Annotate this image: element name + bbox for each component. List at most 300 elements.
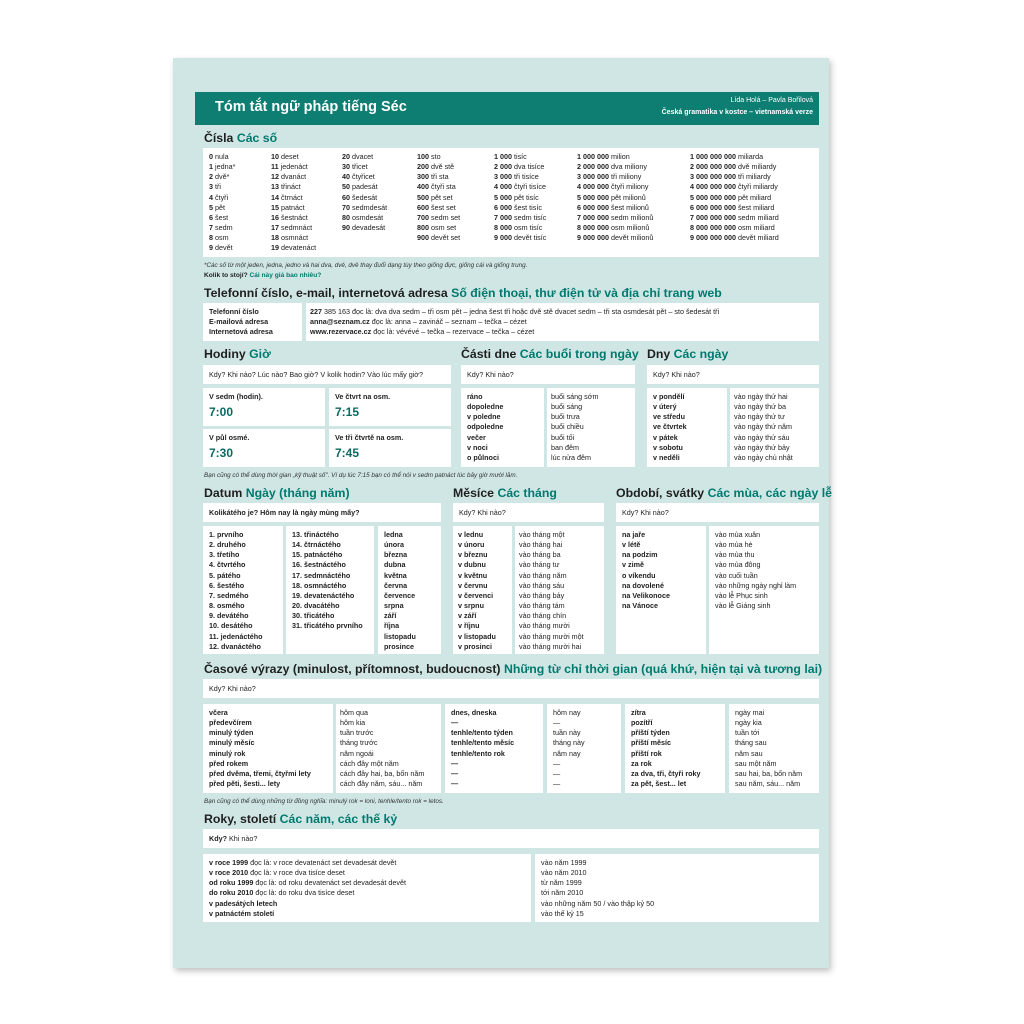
seasons-question: Kdy? Khi nào? [622,508,669,517]
numbers-col-6-item: 1 000 000 milion [577,152,630,161]
seasons-vn-item: vào lễ Phục sinh [715,590,768,600]
date-col2-box [286,526,374,654]
numbers-col-1-item: 3 tři [209,182,221,192]
months-question: Kdy? Khi nào? [459,508,506,517]
date-col-1-item: 11. jedenáctého [209,631,263,641]
dayparts-vn-item: buổi chiều [551,422,584,432]
contact-heading: Telefonní číslo, e-mail, internetová adresa Số điện thoại, thư điện tử và địa chỉ trang web [204,286,722,300]
date-col-3-item: srpna [384,601,404,611]
months-vn-item: vào tháng tám [519,601,565,611]
expressions-note: Bạn cũng có thể dùng những từ đồng nghĩa: minulý rok = loni, tenhle/tento rok = letos. [204,798,444,805]
numbers-note: *Các số từ một jeden, jedna, jedno và hai dva, dvě, dvě thay đuổi dạng tùy theo giống đực, giống cái và giống trung. [204,262,528,269]
numbers-col-3-item: 40 čtyřicet [342,172,375,182]
future-cz-box [625,704,725,793]
numbers-col-5-item: 9 000 devět tisíc [494,233,547,243]
header-authors: Lída Holá – Pavla Bořilová [730,97,813,104]
present-cz-item: — [451,758,459,768]
seasons-vn-item: vào mùa hè [715,540,753,550]
contact-values-item: 227 385 163 đọc là: dva dva sedm – tři osm pět – jedna šest tři hoặc dvě stě dvacet sedm – tři sta osmdesát pět – sto šedesát tři [310,307,720,316]
date-col-2-item: 18. osmnáctého [292,580,347,590]
present-vn-item: năm nay [553,748,581,758]
dayparts-vn-item: buổi tối [551,432,575,442]
months-vn-item: vào tháng mười [519,621,570,631]
months-vn-item: vào tháng hai [519,540,563,550]
contact-values-item: anna@seznam.cz đọc là: anna – zavináč – seznam – tečka – cézet [310,317,527,327]
future-vn-item: năm sau [735,748,763,758]
years-cz [209,858,406,919]
time-box-3 [203,429,325,467]
days-cz-item: v pátek [653,432,678,442]
numbers-col-4-item: 600 šest set [417,202,456,212]
months-cz-item: v červenci [458,590,494,600]
date-col-1-item: 4. čtvrtého [209,560,246,570]
months-vn-box [515,526,604,654]
time-question-box [203,365,451,384]
expressions-heading: Časové výrazy (minulost, přítomnost, budoucnost) Những từ chỉ thời gian (quá khứ, hiện tại và tương lai) [204,662,823,676]
numbers-col-5-item: 1 000 tisíc [494,152,527,161]
dayparts-vn-item: buổi trưa [551,412,580,422]
numbers-col-3 [342,152,387,233]
months-cz-item: v květnu [458,570,488,580]
numbers-col-4-item: 800 osm set [417,223,457,233]
numbers-col-3-item: 60 šedesát [342,192,378,202]
numbers-col-4-item: 200 dvě stě [417,162,455,172]
time-note: Bạn cũng có thể dùng thời gian „kỹ thuật số". Ví dụ lúc 7:15 bạn có thể nói v sedm patnáct lúc bảy giờ mười lăm. [204,472,518,479]
numbers-col-7-item: 7 000 000 000 sedm miliard [690,212,779,222]
years-vn-box [535,854,819,922]
numbers-col-1-item: 0 nula [209,152,229,161]
numbers-heading: Čísla Các số [204,131,278,145]
years-vn-item: vào năm 1999 [541,858,587,867]
numbers-col-4-item: 400 čtyři sta [417,182,456,192]
future-vn-item: ngày kia [735,718,762,728]
time-question: Kdy? Khi nào? Lúc nào? Bao giờ? V kolik hodin? Vào lúc mấy giờ? [209,370,424,379]
past-vn [340,708,424,789]
present-cz-item: — [451,768,459,778]
numbers-col-2-item: 11 jedenáct [271,162,308,172]
contact-labels [209,307,273,337]
dayparts-question-box [461,365,635,384]
years-cz-item: v roce 1999 đọc là: v roce devatenáct set devadesát devět [209,858,397,867]
seasons-cz-item: na podzim [622,550,658,560]
date-col-3-item: února [384,540,404,550]
date-col-2-item: 14. čtrnáctého [292,540,341,550]
dayparts-cz-item: odpoledne [467,422,504,432]
date-col-3-item: září [384,611,397,621]
present-cz-item: tenhle/tento týden [451,728,513,738]
months-vn-item: vào tháng năm [519,570,567,580]
seasons-cz-item: na Vánoce [622,601,658,611]
seasons-question-box [616,503,819,522]
date-col-2-item: 19. devatenáctého [292,590,355,600]
numbers-col-6-item: 3 000 000 tři miliony [577,172,642,182]
seasons-vn-item: vào lễ Giáng sinh [715,601,771,611]
months-question-box [453,503,604,522]
numbers-col-3-item: 90 devadesát [342,223,386,233]
future-vn-item: tuần tới [735,728,760,738]
past-cz-item: před pěti, šesti... lety [209,779,281,789]
months-cz-item: v březnu [458,550,488,560]
date-col-3-item: prosince [384,641,414,651]
past-vn-item: cách đây hai, ba, bốn năm [340,768,425,778]
date-col-1-item: 12. dvanáctého [209,641,261,651]
past-cz-item: předevčírem [209,718,252,728]
numbers-col-7-item: 9 000 000 000 devět miliard [690,233,779,243]
months-cz-item: v lednu [458,530,484,539]
numbers-col-2-item: 13 třináct [271,182,301,192]
years-vn-item: tới năm 2010 [541,888,584,898]
present-cz-box [445,704,543,793]
expressions-question: Kdy? Khi nào? [209,684,256,693]
date-col-1 [209,530,263,652]
date-col-3-item: dubna [384,560,406,570]
present-vn-item: tuần này [553,728,581,738]
time-box-4-value: 7:45 [335,446,360,460]
date-col-1-item: 1. prvního [209,530,244,539]
numbers-col-5-item: 8 000 osm tisíc [494,223,543,233]
dayparts-vn-item: ban đêm [551,442,579,452]
numbers-col-7-item: 8 000 000 000 osm miliard [690,223,775,233]
date-col-1-item: 10. desátého [209,621,253,631]
days-cz-item: ve středu [653,412,685,422]
past-vn-item: năm ngoái [340,748,374,758]
future-cz [631,708,701,789]
months-vn-item: vào tháng tư [519,560,560,570]
years-question: Kdy? Khi nào? [209,834,258,843]
seasons-cz-item: v létě [622,540,641,550]
days-vn-item: vào ngày chủ nhật [734,452,793,462]
date-col-2-item: 15. patnáctého [292,550,343,560]
months-vn-item: vào tháng chín [519,611,567,621]
dayparts-cz [467,392,503,463]
past-cz-item: včera [209,708,228,717]
numbers-col-6-item: 9 000 000 devět milionů [577,233,654,243]
numbers-col-5-item: 3 000 tři tisíce [494,172,539,182]
seasons-cz-item: na Velikonoce [622,590,670,600]
days-cz-item: v pondělí [653,392,685,401]
numbers-col-1-item: 4 čtyři [209,192,229,202]
header-subtitle: Česká gramatika v kostce – vietnamská verze [661,109,813,116]
dayparts-question: Kdy? Khi nào? [467,370,514,379]
present-cz-item: tenhle/tento rok [451,748,505,758]
time-box-3-value: 7:30 [209,446,234,460]
seasons-cz-item: na jaře [622,530,646,539]
past-cz-item: před rokem [209,758,249,768]
years-cz-item: od roku 1999 đọc là: od roku devatenáct set devadesát devět [209,878,406,888]
numbers-col-4-item: 500 pět set [417,192,453,202]
present-vn-item: — [553,779,561,789]
numbers-col-1-item: 8 osm [209,233,229,243]
numbers-col-3-item: 50 padesát [342,182,378,192]
date-col-3-item: října [384,621,400,631]
date-col-1-item: 8. osmého [209,601,245,611]
months-cz-item: v listopadu [458,631,496,641]
numbers-col-2-item: 16 šestnáct [271,212,308,222]
months-cz-item: v dubnu [458,560,486,570]
numbers-col-7-item: 6 000 000 000 šest miliard [690,202,775,212]
date-col-2-item: 16. šestnáctého [292,560,346,570]
present-vn-box [547,704,621,793]
dayparts-cz-box [461,388,544,467]
date-col-3-item: června [384,580,408,590]
date-col-2-item: 13. třináctého [292,530,339,539]
months-vn-item: vào tháng mười hai [519,641,582,651]
dayparts-cz-item: ráno [467,392,483,401]
time-box-4 [329,429,451,467]
time-box-2 [329,388,451,426]
past-vn-box [336,704,441,793]
time-box-1 [203,388,325,426]
time-heading: Hodiny Giờ [204,347,271,361]
days-vn-item: vào ngày thứ tư [734,412,785,422]
numbers-col-5-item: 4 000 čtyři tisíce [494,182,546,192]
numbers-col-7-item: 1 000 000 000 miliarda [690,152,764,161]
numbers-col-5 [494,152,546,243]
future-vn-item: tháng sau [735,738,767,748]
date-col-3-item: července [384,590,416,600]
present-vn [553,708,585,789]
months-cz-item: v prosinci [458,641,492,651]
contact-values-box [306,303,819,341]
seasons-cz-item: na dovolené [622,580,664,590]
dayparts-vn-item: lúc nửa đêm [551,452,591,462]
numbers-box [203,148,819,257]
price-question: Kolik to stojí? Cái này giá bao nhiêu? [204,272,322,279]
days-vn-item: vào ngày thứ bảy [734,442,790,452]
contact-values [310,307,719,337]
date-col-3-item: března [384,550,408,560]
header-title: Tóm tắt ngữ pháp tiếng Séc [215,99,407,115]
future-vn-item: sau năm, sáu... năm [735,779,801,789]
numbers-col-3-item: 20 dvacet [342,152,374,161]
numbers-col-1-item: 6 šest [209,212,229,222]
future-cz-item: za dva, tři, čtyři roky [631,768,701,778]
seasons-cz [622,530,670,611]
seasons-vn [715,530,796,611]
future-vn [735,708,802,789]
date-col-3-item: listopadu [384,631,416,641]
past-cz-item: před dvěma, třemi, čtyřmi lety [209,768,311,778]
expressions-question-box [203,679,819,698]
date-col1-box [203,526,283,654]
date-col-1-item: 9. devátého [209,611,249,621]
date-col-3 [384,530,416,652]
past-vn-item: hôm qua [340,708,368,717]
days-cz [653,392,687,463]
numbers-col-7-item: 5 000 000 000 pět miliard [690,192,772,202]
seasons-vn-item: vào cuối tuần [715,570,758,580]
years-cz-box [203,854,531,922]
months-vn-item: vào tháng mười một [519,631,584,641]
numbers-col-2-item: 17 sedmnáct [271,223,313,233]
date-question: Kolikátého je? Hôm nay là ngày mùng mấy? [209,508,360,517]
numbers-col-6-item: 4 000 000 čtyři miliony [577,182,649,192]
numbers-col-5-item: 7 000 sedm tisíc [494,212,547,222]
days-cz-item: v sobotu [653,442,683,452]
years-vn-item: vào thế kỷ 15 [541,908,584,918]
future-cz-item: zítra [631,708,646,717]
numbers-col-6-item: 6 000 000 šest milionů [577,202,649,212]
date-col3-box [378,526,441,654]
days-cz-item: v úterý [653,402,677,412]
numbers-col-7-item: 4 000 000 000 čtyři miliardy [690,182,778,192]
time-box-2-label: Ve čtvrt na osm. [335,392,391,401]
present-vn-item: — [553,758,561,768]
days-heading: Dny Các ngày [647,347,729,361]
numbers-col-6-item: 8 000 000 osm milionů [577,223,650,233]
months-cz-item: v červnu [458,580,488,590]
seasons-cz-item: o víkendu [622,570,656,580]
past-cz-box [203,704,333,793]
time-box-4-label: Ve tři čtvrtě na osm. [335,433,404,442]
dayparts-vn [551,392,598,463]
days-vn [734,392,793,463]
present-vn-item: hôm nay [553,708,581,717]
numbers-col-6-item: 7 000 000 sedm milionů [577,212,654,222]
months-cz-item: v srpnu [458,601,484,611]
contact-labels-box [203,303,302,341]
time-box-3-label: V půl osmé. [209,433,250,442]
numbers-col-3-item: 30 třicet [342,162,368,172]
future-cz-item: příští týden [631,728,670,738]
numbers-col-2-item: 10 deset [271,152,299,161]
numbers-col-6-item: 2 000 000 dva miliony [577,162,647,172]
numbers-col-1-item: 7 sedm [209,223,233,233]
years-cz-item: v patnáctém století [209,908,275,918]
time-box-2-value: 7:15 [335,405,360,419]
days-question: Kdy? Khi nào? [653,370,700,379]
date-col-2-item: 17. sedmnáctého [292,570,351,580]
present-cz-item: dnes, dneska [451,708,497,717]
date-col-3-item: ledna [384,530,403,539]
years-vn [541,858,654,919]
dayparts-vn-box [547,388,635,467]
numbers-col-3-item: 80 osmdesát [342,212,384,222]
numbers-col-7 [690,152,779,243]
past-vn-item: cách đây một năm [340,758,399,768]
date-col-1-item: 5. pátého [209,570,241,580]
date-col-2-item: 31. třicátého prvního [292,621,363,631]
past-vn-item: cách đây năm, sáu... năm [340,779,423,789]
contact-labels-item: E-mailová adresa [209,317,269,327]
numbers-col-2 [271,152,316,254]
present-cz [451,708,514,789]
dayparts-cz-item: v noci [467,442,488,452]
days-vn-item: vào ngày thứ hai [734,392,788,401]
years-vn-item: vào những năm 50 / vào thập kỷ 50 [541,898,655,908]
seasons-heading: Období, svátky Các mùa, các ngày lễ [616,486,832,500]
numbers-col-4-item: 100 sto [417,152,441,161]
date-question-box [203,503,441,522]
days-vn-item: vào ngày thứ ba [734,402,786,412]
seasons-vn-box [709,526,819,654]
years-vn-item: từ năm 1999 [541,878,582,888]
past-cz-item: minulý měsíc [209,738,255,748]
days-vn-item: vào ngày thứ năm [734,422,792,432]
numbers-col-1-item: 2 dvě* [209,172,230,182]
months-heading: Měsíce Các tháng [453,486,557,500]
numbers-col-4 [417,152,460,243]
past-cz [209,708,311,789]
future-vn-item: sau một năm [735,758,777,768]
years-heading: Roky, století Các năm, các thế kỷ [204,812,398,826]
dayparts-cz-item: dopoledne [467,402,504,412]
numbers-col-6 [577,152,653,243]
dayparts-cz-item: v poledne [467,412,501,422]
past-vn-item: tuần trước [340,728,374,738]
days-question-box [647,365,819,384]
months-vn-item: vào tháng ba [519,550,561,560]
date-col-1-item: 3. třetího [209,550,240,560]
months-cz-item: v září [458,611,477,621]
numbers-col-1-item: 1 jedna* [209,162,236,172]
numbers-col-7-item: 3 000 000 000 tři miliardy [690,172,771,182]
months-cz-item: v říjnu [458,621,480,631]
days-cz-item: ve čtvrtek [653,422,687,432]
months-cz-item: v únoru [458,540,485,550]
past-cz-item: minulý týden [209,728,254,738]
numbers-col-4-item: 300 tři sta [417,172,449,182]
date-col-2-item: 30. třicátého [292,611,335,621]
numbers-col-5-item: 2 000 dva tisíce [494,162,545,172]
future-vn-box [729,704,819,793]
dayparts-vn-item: buổi sáng sớm [551,392,599,401]
dayparts-cz-item: o půlnoci [467,452,499,462]
months-cz-box [453,526,512,654]
present-cz-item: — [451,779,459,789]
months-cz [458,530,496,652]
future-vn-item: sau hai, ba, bốn năm [735,768,803,778]
seasons-vn-item: vào mùa đông [715,560,761,570]
dayparts-cz-item: večer [467,432,486,442]
future-cz-item: pozítří [631,718,653,728]
contact-labels-item: Telefonní číslo [209,307,259,316]
date-col-3-item: května [384,570,407,580]
years-cz-item: v padesátých letech [209,898,278,908]
numbers-col-2-item: 12 dvanáct [271,172,307,182]
date-col-2-item: 20. dvacátého [292,601,340,611]
days-vn-box [730,388,819,467]
present-cz-item: — [451,718,459,728]
numbers-col-6-item: 5 000 000 pět milionů [577,192,646,202]
date-col-2 [292,530,363,632]
numbers-col-1-item: 9 devět [209,243,233,253]
years-question-box [203,829,819,848]
present-vn-item: — [553,768,561,778]
past-vn-item: tháng trước [340,738,378,748]
numbers-col-1-item: 5 pět [209,202,225,212]
numbers-col-4-item: 900 devět set [417,233,461,243]
present-vn-item: — [553,718,561,728]
years-cz-item: v roce 2010 đọc là: v roce dva tisíce deset [209,868,345,878]
numbers-col-2-item: 18 osmnáct [271,233,309,243]
numbers-col-4-item: 700 sedm set [417,212,461,222]
numbers-col-2-item: 14 čtrnáct [271,192,303,202]
numbers-col-5-item: 5 000 pět tisíc [494,192,539,202]
seasons-cz-box [616,526,706,654]
days-cz-box [647,388,727,467]
years-cz-item: do roku 2010 đọc là: do roku dva tisíce deset [209,888,355,898]
seasons-vn-item: vào mùa thu [715,550,755,560]
future-cz-item: za pět, šest... let [631,779,687,789]
date-heading: Datum Ngày (tháng năm) [204,486,350,500]
past-cz-item: minulý rok [209,748,246,758]
numbers-col-7-item: 2 000 000 000 dvě miliardy [690,162,777,172]
dayparts-heading: Části dne Các buổi trong ngày [461,347,639,361]
seasons-vn-item: vào mùa xuân [715,530,761,539]
numbers-col-3-item: 70 sedmdesát [342,202,388,212]
seasons-cz-item: v zimě [622,560,644,570]
